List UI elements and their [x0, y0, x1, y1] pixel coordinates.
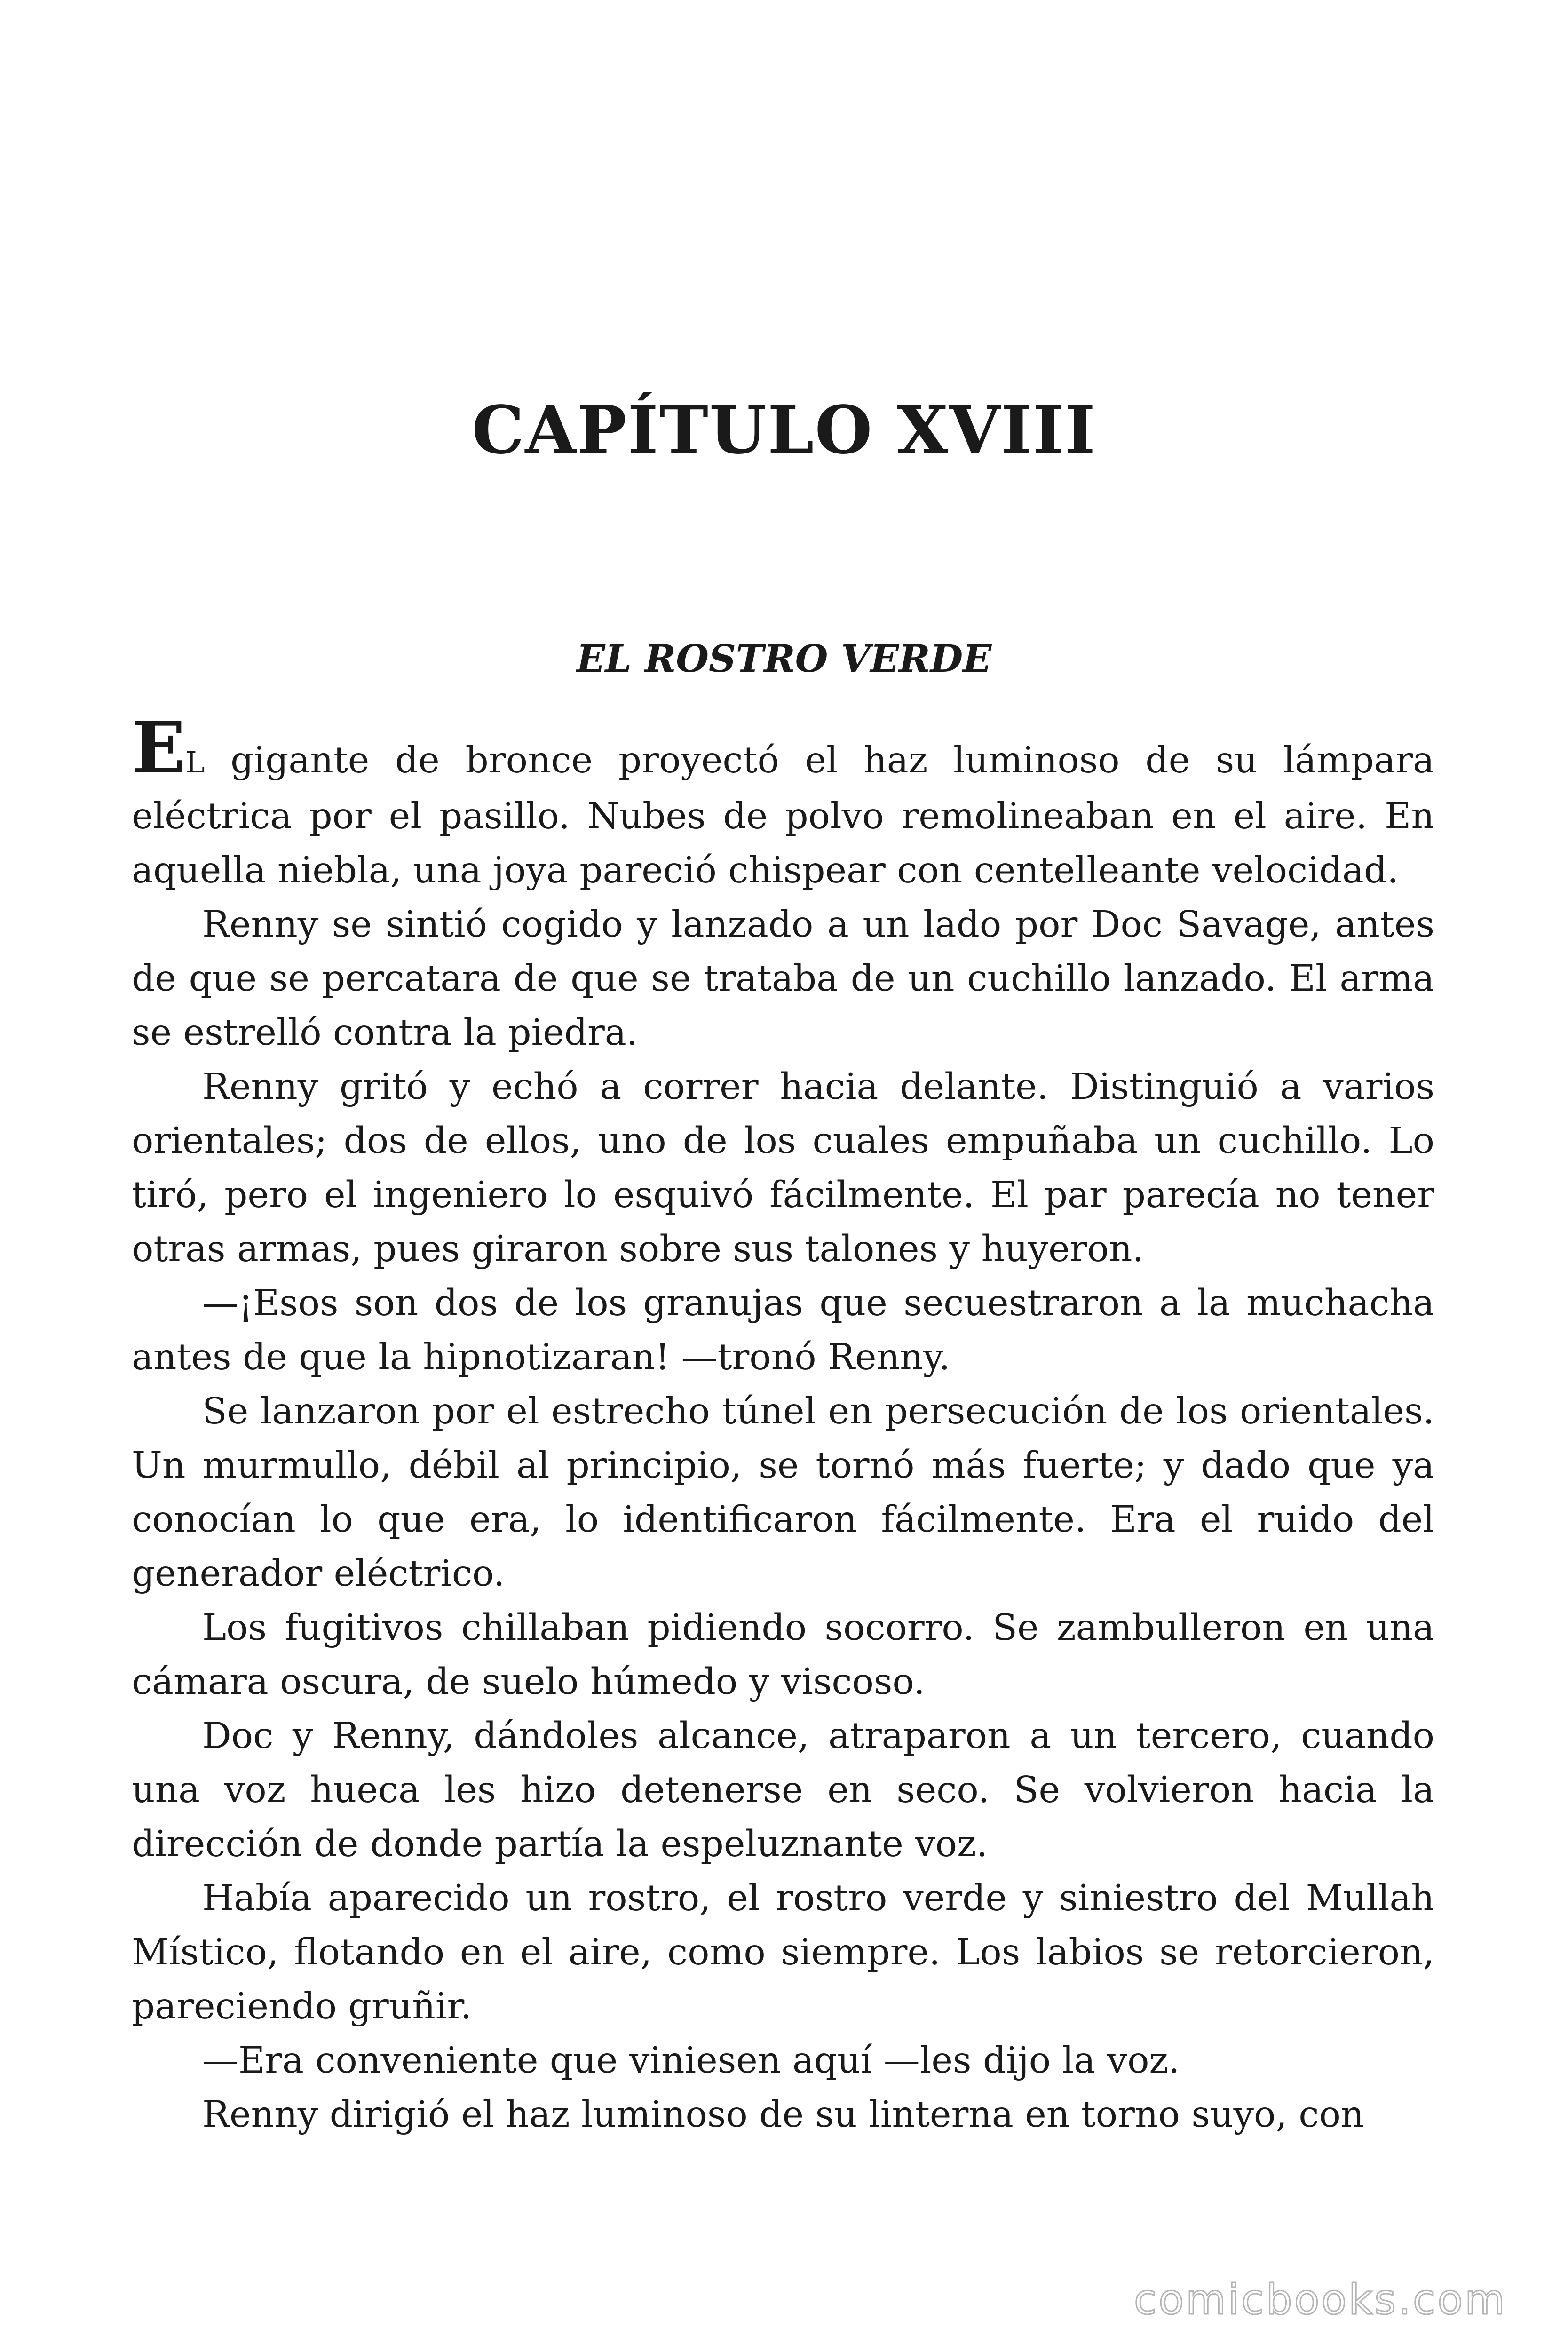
- paragraph: —Era conveniente que viniesen aquí —les dijo la voz.: [202, 2040, 1180, 2082]
- paragraph: —¡Esos son dos de los granujas que secuestraron a la muchacha antes de que la hipnotizaran! —tronó Renny.: [132, 1282, 1434, 1378]
- paragraph: Renny gritó y echó a correr hacia delante. Distinguió a varios orientales; dos de ellos, uno de los cuales empuñaba un cuchillo. Lo tiró, pero el ingeniero lo esquivó fácilmente. El par parecía no tener otras armas, pues giraron sobre sus talones y huyeron.: [132, 1066, 1434, 1270]
- paragraph: Renny se sintió cogido y lanzado a un lado por Doc Savage, antes de que se percatara de que se trataba de un cuchillo lanzado. El arma se estrelló contra la piedra.: [132, 904, 1434, 1054]
- paragraph: Se lanzaron por el estrecho túnel en persecución de los orientales. Un murmullo, débil al principio, se tornó más fuerte; y dado que ya conocían lo que era, lo identificaron fácilmente. Era el ruido del generador eléctrico.: [132, 1391, 1434, 1595]
- small-cap: L: [185, 745, 205, 779]
- paragraph-first: [132, 707, 1434, 898]
- paragraph: Doc y Renny, dándoles alcance, atraparon a un tercero, cuando una voz hueca les hizo detenerse en seco. Se volvieron hacia la dirección de donde partía la espeluznante voz.: [132, 1715, 1434, 1865]
- watermark: comicbooks.com: [1133, 2275, 1507, 2324]
- paragraph: Renny dirigió el haz luminoso de su linterna en torno suyo, con: [202, 2094, 1364, 2136]
- chapter-subtitle: EL ROSTRO VERDE: [576, 636, 992, 681]
- drop-cap: E: [132, 707, 186, 789]
- paragraph: Había aparecido un rostro, el rostro verde y siniestro del Mullah Místico, flotando en el aire, como siempre. Los labios se retorcieron, pareciendo gruñir.: [132, 1877, 1434, 2027]
- chapter-body: [132, 707, 1434, 2142]
- chapter-title: CAPÍTULO XVIII: [472, 392, 1096, 469]
- paragraph: Los fugitivos chillaban pidiendo socorro. Se zambulleron en una cámara oscura, de suelo húmedo y viscoso.: [132, 1607, 1434, 1703]
- paragraph-text: gigante de bronce proyectó el haz luminoso de su lámpara eléctrica por el pasillo. Nubes de polvo remolineaban en el aire. En aquella niebla, una joya pareció chispear con centelleante velocidad.: [132, 739, 1434, 891]
